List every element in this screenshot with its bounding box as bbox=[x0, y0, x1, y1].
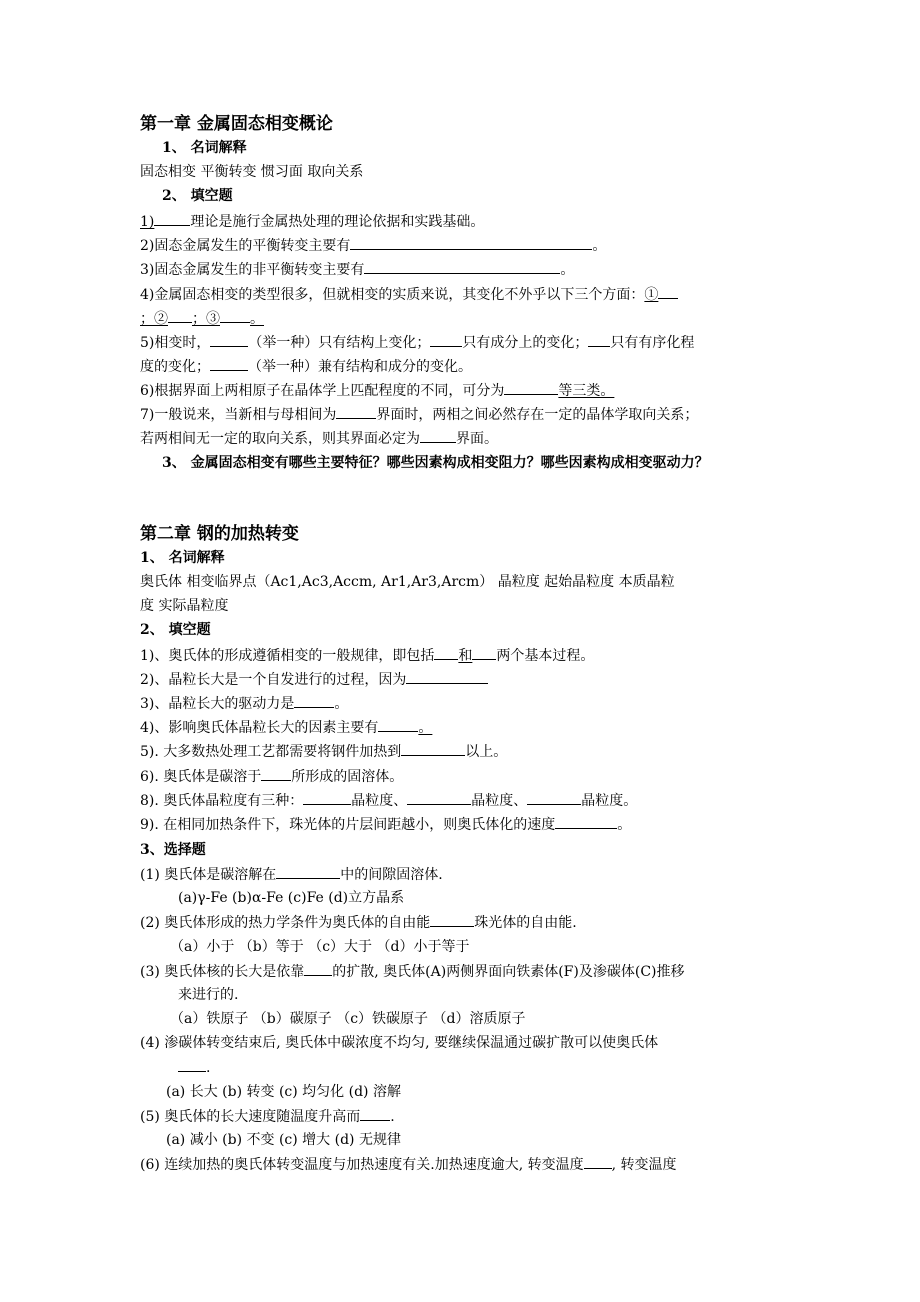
c4-end: . bbox=[206, 1060, 211, 1076]
chapter1-title: 第一章 金属固态相变概论 bbox=[140, 114, 333, 134]
blank bbox=[406, 669, 488, 684]
blank bbox=[364, 259, 560, 274]
q3-end: 。 bbox=[560, 262, 575, 278]
ch1-q5-line1 bbox=[140, 332, 790, 353]
q5-part4: 只有有序化程 bbox=[610, 335, 695, 351]
f4-text: 4)、影响奥氏体晶粒长大的因素主要有 bbox=[140, 720, 379, 736]
f8-part1: 8). 奥氏体晶粒度有三种： bbox=[140, 793, 304, 809]
ch2-terms-line2: 度 实际晶粒度 bbox=[140, 598, 229, 614]
q6-end: 等三类。 bbox=[558, 383, 615, 399]
ch2-f2 bbox=[140, 669, 790, 690]
blank bbox=[378, 717, 418, 732]
ch2-f8 bbox=[140, 790, 790, 811]
blank bbox=[430, 332, 462, 347]
c5-part2: . bbox=[390, 1109, 395, 1125]
c6-part1: (6) 连续加热的奥氏体转变温度与加热速度有关.加热速度逾大, 转变温度 bbox=[140, 1157, 584, 1173]
q4-item1: ① bbox=[644, 287, 659, 303]
blank bbox=[210, 356, 248, 371]
blank bbox=[154, 211, 190, 226]
ch2-f9 bbox=[140, 814, 790, 835]
ch2-c2 bbox=[140, 912, 790, 933]
ch1-q2 bbox=[140, 235, 790, 256]
blank bbox=[658, 284, 678, 299]
f8-part3: 晶粒度、 bbox=[471, 793, 528, 809]
c3-part2: 的扩散, 奥氏体(A)两侧界面向铁素体(F)及渗碳体(C)推移 bbox=[332, 964, 685, 980]
ch2-section1-heading: 1、 名词解释 bbox=[140, 550, 225, 566]
ch2-c5-options: (a) 减小 (b) 不变 (c) 增大 (d) 无规律 bbox=[166, 1132, 401, 1148]
f1-part1: 1)、奥氏体的形成遵循相变的一般规律，即包括 bbox=[140, 648, 435, 664]
f1-part2: 两个基本过程。 bbox=[496, 648, 595, 664]
blank bbox=[261, 766, 291, 781]
q1-text: 理论是施行金属热处理的理论依据和实践基础。 bbox=[190, 214, 485, 230]
q3-text: 3)固态金属发生的非平衡转变主要有 bbox=[140, 262, 365, 278]
f5-part2: 以上。 bbox=[465, 744, 508, 760]
ch2-c3-options: （a）铁原子 （b）碳原子 （c）铁碳原子 （d）溶质原子 bbox=[170, 1011, 526, 1027]
f9-text: 9). 在相同加热条件下，珠光体的片层间距越小，则奥氏体化的速度 bbox=[140, 817, 556, 833]
blank bbox=[527, 790, 581, 805]
q6-text: 6)根据界面上两相原子在晶体学上匹配程度的不同，可分为 bbox=[140, 383, 505, 399]
ch1-terms: 固态相变 平衡转变 惯习面 取向关系 bbox=[140, 164, 364, 180]
q5-part6: （举一种）兼有结构和成分的变化。 bbox=[248, 359, 472, 375]
blank bbox=[360, 1106, 390, 1121]
ch2-c4-options: (a) 长大 (b) 转变 (c) 均匀化 (d) 溶解 bbox=[166, 1084, 401, 1100]
c2-part1: (2) 奥氏体形成的热力学条件为奥氏体的自由能 bbox=[140, 915, 431, 931]
blank bbox=[588, 332, 610, 347]
blank bbox=[210, 332, 248, 347]
c1-part1: (1) 奥氏体是碳溶解在 bbox=[140, 867, 277, 883]
ch2-c3-line2: 来进行的. bbox=[178, 987, 239, 1003]
ch2-f4 bbox=[140, 717, 790, 738]
q4-item2: ② bbox=[154, 311, 168, 327]
ch1-section3-question: 3、 金属固态相变有哪些主要特征？哪些因素构成相变阻力？哪些因素构成相变驱动力？ bbox=[162, 455, 709, 471]
blank bbox=[350, 235, 592, 250]
ch1-q4-line1 bbox=[140, 284, 790, 305]
f3-end: 。 bbox=[334, 696, 349, 712]
ch2-f1 bbox=[140, 645, 790, 666]
c1-part2: 中的间隙固溶体. bbox=[340, 867, 443, 883]
ch2-c2-options: （a）小于 （b）等于 （c）大于 （d）小于等于 bbox=[170, 939, 470, 955]
f8-part2: 晶粒度、 bbox=[351, 793, 408, 809]
f8-part4: 晶粒度。 bbox=[581, 793, 638, 809]
q4-sep1: ； bbox=[140, 311, 154, 327]
blank bbox=[401, 741, 465, 756]
q4-item3: ③ bbox=[206, 311, 220, 327]
blank bbox=[303, 790, 351, 805]
ch2-section3-heading: 3、选择题 bbox=[140, 842, 206, 858]
f5-part1: 5). 大多数热处理工艺都需要将钢件加热到 bbox=[140, 744, 402, 760]
blank bbox=[472, 645, 496, 660]
blank bbox=[304, 961, 332, 976]
ch2-f5 bbox=[140, 741, 790, 762]
ch2-c3-line1 bbox=[140, 961, 790, 982]
c5-part1: (5) 奥氏体的长大速度随温度升高而 bbox=[140, 1109, 361, 1125]
q5-part3: 只有成分上的变化； bbox=[462, 335, 589, 351]
q4-sep2: ； bbox=[192, 311, 206, 327]
ch1-q4-line2 bbox=[140, 308, 790, 329]
ch1-q7-line2 bbox=[140, 428, 790, 449]
f6-part2: 所形成的固溶体。 bbox=[291, 769, 404, 785]
ch1-q3 bbox=[140, 259, 790, 280]
q4-text: 4)金属固态相变的类型很多，但就相变的实质来说，其变化不外乎以下三个方面： bbox=[140, 287, 645, 303]
ch1-q1 bbox=[140, 211, 790, 232]
ch2-c1-options: (a)γ-Fe (b)α-Fe (c)Fe (d)立方晶系 bbox=[178, 890, 405, 906]
ch2-c1 bbox=[140, 864, 790, 885]
blank bbox=[168, 308, 192, 323]
ch2-f3 bbox=[140, 693, 790, 714]
ch2-c6 bbox=[140, 1154, 790, 1175]
ch2-section2-heading: 2、 填空题 bbox=[140, 622, 211, 638]
blank bbox=[430, 912, 474, 927]
f1-and: 和 bbox=[458, 648, 473, 664]
q2-text: 2)固态金属发生的平衡转变主要有 bbox=[140, 238, 351, 254]
blank bbox=[178, 1057, 206, 1072]
blank bbox=[276, 864, 340, 879]
ch2-c4-line2 bbox=[178, 1057, 828, 1078]
q5-part2: （举一种）只有结构上变化； bbox=[248, 335, 431, 351]
ch2-c5 bbox=[140, 1106, 790, 1127]
q7-part3: 若两相间无一定的取向关系，则其界面必定为 bbox=[140, 431, 420, 447]
q7-part2: 界面时，两相之间必然存在一定的晶体学取向关系； bbox=[376, 407, 699, 423]
c2-part2: 珠光体的自由能. bbox=[474, 915, 577, 931]
q7-part1: 7)一般说来，当新相与母相间为 bbox=[140, 407, 337, 423]
ch1-q7-line1 bbox=[140, 404, 790, 425]
q4-end: 。 bbox=[250, 311, 264, 327]
blank bbox=[504, 380, 558, 395]
ch1-q6 bbox=[140, 380, 790, 401]
f6-part1: 6). 奥氏体是碳溶于 bbox=[140, 769, 262, 785]
q2-end: 。 bbox=[592, 238, 607, 254]
ch2-c4-line1: (4) 渗碳体转变结束后, 奥氏体中碳浓度不均匀, 要继续保温通过碳扩散可以使奥氏体 bbox=[140, 1035, 659, 1051]
ch1-section2-heading: 2、 填空题 bbox=[162, 188, 233, 204]
ch1-q5-line2 bbox=[140, 356, 790, 377]
blank bbox=[336, 404, 376, 419]
ch2-f6 bbox=[140, 766, 790, 787]
chapter2-title: 第二章 钢的加热转变 bbox=[140, 524, 299, 544]
q5-part5: 度的变化； bbox=[140, 359, 210, 375]
blank bbox=[434, 645, 458, 660]
f3-text: 3)、晶粒长大的驱动力是 bbox=[140, 696, 295, 712]
f2-text: 2)、晶粒长大是一个自发进行的过程，因为 bbox=[140, 672, 407, 688]
q5-part1: 5)相变时， bbox=[140, 335, 211, 351]
f4-end: 。 bbox=[418, 720, 433, 736]
blank bbox=[220, 308, 250, 323]
blank bbox=[294, 693, 334, 708]
q1-number: 1) bbox=[140, 214, 155, 230]
c6-part2: , 转变温度 bbox=[611, 1157, 677, 1173]
ch1-section1-heading: 1、 名词解释 bbox=[162, 140, 247, 156]
f9-end: 。 bbox=[617, 817, 632, 833]
blank bbox=[584, 1154, 612, 1169]
q7-part4: 界面。 bbox=[456, 431, 498, 447]
ch2-terms-line1: 奥氏体 相变临界点（Ac1,Ac3,Accm, Ar1,Ar3,Arcm） 晶粒度 起始晶粒度 本质晶粒 bbox=[140, 574, 675, 590]
blank bbox=[555, 814, 617, 829]
blank bbox=[420, 428, 456, 443]
blank bbox=[407, 790, 471, 805]
c3-part1: (3) 奥氏体核的长大是依靠 bbox=[140, 964, 305, 980]
